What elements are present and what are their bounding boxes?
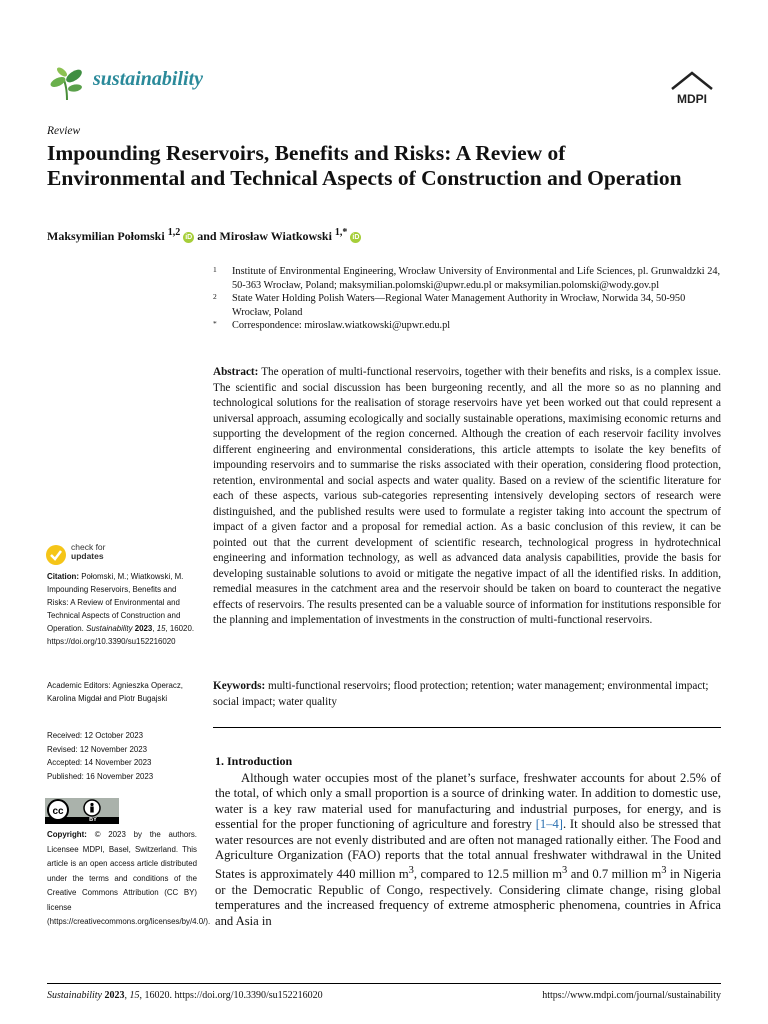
citation-year: 2023 bbox=[134, 624, 153, 633]
citation-doi[interactable]: https://doi.org/10.3390/su152216020 bbox=[47, 637, 176, 646]
svg-text:cc: cc bbox=[52, 806, 64, 817]
check-updates-line1: check for bbox=[71, 542, 106, 552]
intro-text: in Nigeria or the Democratic Republic of Congo, respectively. Considering climate change, rising global temperatures and the increased frequency of extreme atmospheric phenomena, countries in Africa and Asia in bbox=[215, 867, 722, 928]
footer-divider bbox=[47, 983, 721, 984]
affiliation-text: State Water Holding Polish Waters—Regional Water Management Authority in Wrocław, Norwida 34, 50-950 Wrocław, Poland bbox=[232, 293, 686, 318]
article-type: Review bbox=[47, 125, 81, 137]
copyright-label: Copyright: bbox=[47, 830, 87, 839]
affiliation-mark: * bbox=[213, 319, 217, 328]
check-updates-icon bbox=[45, 544, 67, 566]
date-received: Received: 12 October 2023 bbox=[47, 731, 144, 740]
date-revised: Revised: 12 November 2023 bbox=[47, 744, 148, 754]
superscript: 3 bbox=[661, 865, 667, 877]
citation-block: Citation: Połomski, M.; Wiatkowski, M. Impounding Reservoirs, Benefits and Risks: A Review of Environmental and Technical Aspects of Construction and Operation. Sustainability 2023, 15, 16020. https://doi.org/10.3390/su152216020 bbox=[47, 572, 195, 646]
author-join: and bbox=[197, 229, 217, 243]
author-affiliation-marks: 1,2 bbox=[167, 227, 181, 238]
superscript: 3 bbox=[408, 865, 414, 877]
article-dates bbox=[47, 729, 195, 783]
footer-volume: 15 bbox=[129, 990, 140, 1001]
intro-paragraph bbox=[215, 771, 721, 929]
copyright-notice bbox=[47, 828, 211, 930]
abstract-label: Abstract: bbox=[213, 366, 259, 378]
author-affiliation-marks: 1,* bbox=[334, 227, 348, 238]
footer-citation: Sustainability 2023, 15, 16020. https://doi.org/10.3390/su152216020 bbox=[47, 990, 323, 1001]
academic-editors: Academic Editors: Agnieszka Operacz, Karolina Migdał and Piotr Bugajski bbox=[47, 681, 183, 703]
citation-journal: Sustainability bbox=[86, 624, 133, 633]
date-accepted: Accepted: 14 November 2023 bbox=[47, 758, 152, 767]
affiliation-mark: 1 bbox=[213, 265, 217, 274]
cc-by-label: BY bbox=[89, 817, 97, 823]
orcid-icon[interactable]: iD bbox=[352, 233, 360, 241]
superscript: 3 bbox=[562, 865, 568, 877]
journal-leaf-logo bbox=[47, 62, 87, 102]
affiliation-item bbox=[213, 292, 723, 319]
keywords-text: multi-functional reservoirs; flood protection; retention; water management; environmental impact; social impact; water quality bbox=[213, 680, 709, 708]
section-heading: 1. Introduction bbox=[215, 754, 293, 768]
footer-journal-url[interactable]: https://www.mdpi.com/journal/sustainability bbox=[542, 990, 721, 1001]
affiliations bbox=[213, 265, 723, 333]
intro-text: Although water occupies most of the planet’s surface, freshwater accounts for about 2.5% of the total, of which only a small proportion is a source of drinking water. In addition to domestic use, water is a key raw material used for manufacturing and industrial purposes, for energy, and is essential for the proper functioning of agriculture and forestry bbox=[215, 771, 721, 832]
footer-year: 2023 bbox=[104, 990, 125, 1001]
cc-by-icon bbox=[45, 798, 119, 824]
citation-pages: , 16020. bbox=[165, 624, 195, 633]
citation-label: Citation: bbox=[47, 572, 79, 581]
citation-volume: 15 bbox=[156, 624, 166, 633]
affiliation-item bbox=[213, 319, 723, 333]
journal-name: sustainability bbox=[93, 68, 204, 90]
check-for-updates-badge[interactable] bbox=[45, 542, 125, 568]
affiliation-item bbox=[213, 265, 723, 292]
publisher-name: MDPI bbox=[677, 92, 707, 106]
reference-link[interactable]: [1–4] bbox=[535, 817, 563, 832]
cc-by-license-badge[interactable] bbox=[45, 798, 119, 824]
divider bbox=[213, 727, 721, 728]
abstract-text: The operation of multi-functional reservoirs, together with their benefits and risks, is a complex issue. The scientific and social discussion has been burgeoning recently, and all the more so as no planning and technological solutions for the realisation of storage reservoirs have yet been worked out that could represent a universal approach, assuming ecologically and socially sustainable operations, maximising economic returns and supporting the development of the region concerned. Although the creation of each reservoir facility involves different engineering and environmental considerations, this article attempts to isolate the key benefits of impounding reservoirs and to summarise the risks associated with their operation, considering flood protection, retention, environmental and social aspects and water quality. Based on a review of the scientific literature for each of these aspects, various sub-categories representing intensively developing sectors of research were distinguished, and the published results were used to formulate a register taking into account the spectrum of impact of a given factor and a proposal for remedial action. As a basic conclusion of this review, it can be pointed out that the current development of scientific research, technological progress in hydrotechnical engineering and information technology, as well as advanced data analysis capabilities, provide the basis for developing sustainable solutions to avoid or mitigate the negative impact of all the identified risks. In addition, remedial measures in the catchment area and the reservoir should be taken on board to counteract the negative effects of reservoirs. The results presented can be a valuable source of information for institutions responsible for the planning and implementation of investments in the construction of multi-functional reservoirs. bbox=[213, 366, 721, 626]
author-name: Maksymilian Połomski bbox=[47, 229, 165, 243]
abstract bbox=[213, 365, 721, 629]
author-name: Mirosław Wiatkowski bbox=[219, 229, 332, 243]
orcid-icon[interactable]: iD bbox=[185, 233, 193, 241]
keywords-label: Keywords: bbox=[213, 680, 266, 692]
keywords bbox=[213, 679, 721, 710]
affiliation-text: Institute of Environmental Engineering, Wrocław University of Environmental and Life Sciences, pl. Grunwaldzki 24, 50-363 Wrocław, Poland; maksymilian.polomski@upwr.edu.pl or maksymilian.polomski@wody.gov.pl bbox=[232, 266, 721, 291]
intro-text: and 0.7 million m bbox=[567, 867, 662, 882]
article-title: Impounding Reservoirs, Benefits and Risks: A Review of Environmental and Technical Aspects of Construction and Operation bbox=[47, 141, 682, 190]
check-updates-line2: updates bbox=[71, 551, 104, 561]
citation-text: Połomski, M.; Wiatkowski, M. Impounding Reservoirs, Benefits and Risks: A Review of Environmental and Technical Aspects of Construction and Operation. bbox=[47, 572, 184, 633]
author-list bbox=[47, 227, 361, 244]
footer-journal: Sustainability bbox=[47, 990, 102, 1001]
copyright-text: © 2023 by the authors. Licensee MDPI, Basel, Switzerland. This article is an open access article distributed under the terms and conditions of the Creative Commons Attribution (CC BY) license (https://creativecommons.org/licenses/by/4.0/). bbox=[47, 830, 211, 926]
affiliation-mark: 2 bbox=[213, 292, 217, 301]
footer-doi[interactable]: , 16020. https://doi.org/10.3390/su152216020 bbox=[139, 990, 323, 1001]
intro-text: . It should also be stressed that water resources are not evenly distributed and are often not managed rationally either. The Food and Agriculture Organization (FAO) reports that the total annual freshwater withdrawal in the United States is approximately 440 million m bbox=[215, 817, 721, 882]
affiliation-text: Correspondence: miroslaw.wiatkowski@upwr.edu.pl bbox=[232, 320, 451, 331]
date-published: Published: 16 November 2023 bbox=[47, 771, 154, 781]
intro-text: , compared to 12.5 million m bbox=[413, 867, 563, 882]
